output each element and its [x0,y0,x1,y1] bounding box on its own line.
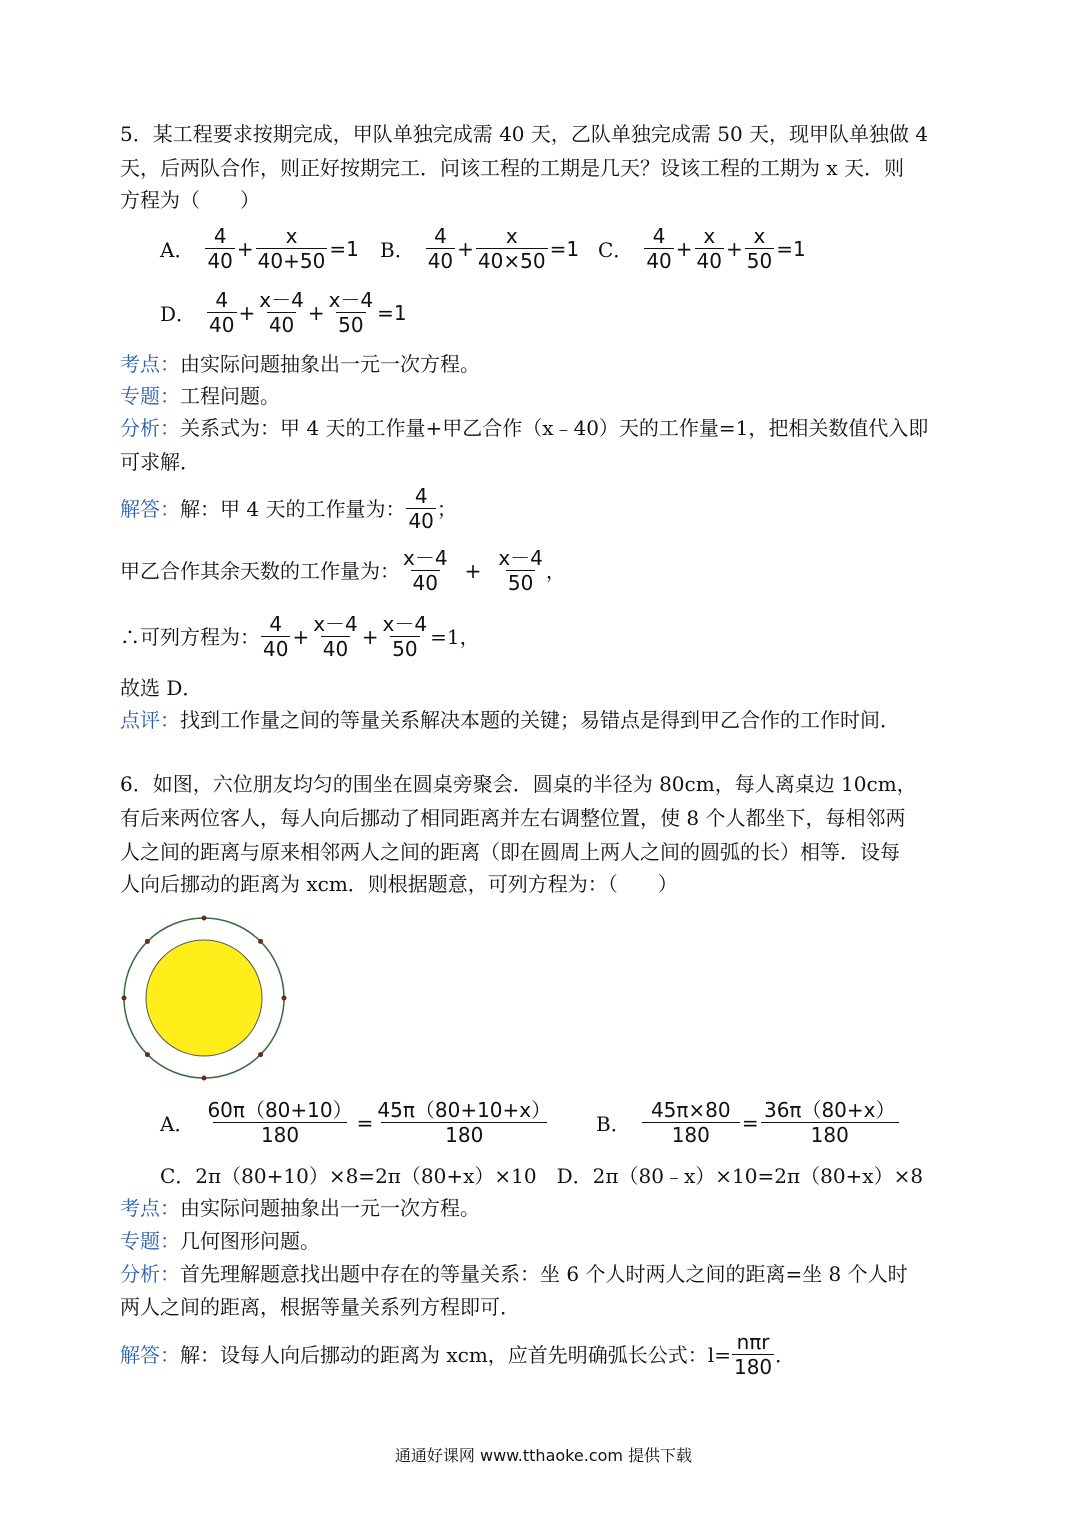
seat-dot [258,939,263,944]
q5-option-d[interactable]: D． $\frac{4}{40}$ + $\frac{x-4}{40}$ + $\frac{x-4}{50}$ =1 [160,288,407,337]
fraction: $\frac{\text{nπr}}{180}$ [733,1330,773,1379]
q5-option-b[interactable]: B． $\frac{4}{40}$ + $\frac{x}{40\times 50}$ =1 [380,224,580,273]
fraction: $\frac{x}{50}$ [746,224,773,273]
q6-fenxi: 分析：首先理解题意找出题中存在的等量关系：坐 6 个人时两人之间的距离=坐 8 个人时 [120,1262,908,1286]
q5-kaodian: 考点：由实际问题抽象出一元一次方程。 [120,352,480,376]
seat-dot [145,939,150,944]
q6-fenxi-2: 两人之间的距离，根据等量关系列方程即可． [120,1295,520,1319]
q5-jieda-1: 解答： 解：甲 4 天的工作量为： $\frac{4}{40}$ ； [120,484,457,533]
q5-fenxi: 分析：关系式为：甲 4 天的工作量+甲乙合作（x﹣40）天的工作量=1，把相关数值代入即 [120,416,929,440]
q6-option-b[interactable]: B． $\frac{45\pi\times 80}{180}$ = $\frac{36\pi(80+x)}{180}$ [596,1098,900,1147]
fraction: $\frac{4}{40}$ [209,288,235,337]
fraction: $\frac{x-4}{40}$ [403,546,448,595]
seat-dot [258,1052,263,1057]
q6-option-a[interactable]: A． $\frac{60\pi(80+10)}{180}$ = $\frac{45\pi(80+10+x)}{180}$ [160,1098,552,1147]
q5-option-c[interactable]: C． $\frac{4}{40}$ + $\frac{x}{40}$ + $\frac{x}{50}$ =1 [598,224,806,273]
table-circle [146,940,262,1056]
q5-line-3: 方程为（ ） [120,188,260,212]
seat-dot [202,916,207,921]
fraction: $\frac{4}{40}$ [263,612,289,661]
q6-jieda-1: 解答： 解：设每人向后挪动的距离为 xcm，应首先明确弧长公式：l= $\frac{\text{nπr}}{180}$ ． [120,1330,796,1379]
q6-kaodian: 考点：由实际问题抽象出一元一次方程。 [120,1196,480,1220]
fraction: $\frac{36\pi(80+x)}{180}$ [761,1098,899,1147]
q5-fenxi-2: 可求解． [120,450,200,474]
fraction: $\frac{x}{40+50}$ [257,224,326,273]
round-table-figure [118,912,290,1084]
seat-dot [122,996,127,1001]
q5-jieda-3: ∴可列方程为： $\frac{4}{40}$ + $\frac{x-4}{40}$ + $\frac{x-4}{50}$ =1， [120,612,480,661]
q5-jieda-2: 甲乙合作其余天数的工作量为： $\frac{x-4}{40}$ + $\frac{x-4}{50}$ ， [120,546,566,595]
q5-jieda-4: 故选 D． [120,676,203,700]
q6-line-2: 有后来两位客人，每人向后挪动了相同距离并左右调整位置，使 8 个人都坐下，每相邻两 [120,806,906,830]
fraction: $\frac{4}{40}$ [408,484,434,533]
q6-line-3: 人之间的距离与原来相邻两人之间的距离（即在圆周上两人之间的圆弧的长）相等．设每 [120,840,900,864]
fraction: $\frac{x-4}{40}$ [313,612,358,661]
fraction: $\frac{x-4}{50}$ [328,288,374,337]
page-footer: 通通好课网 www.tthaoke.com 提供下载 [394,1446,693,1465]
fraction: $\frac{x-4}{50}$ [498,546,543,595]
q5-zhuanti: 专题：工程问题。 [120,384,280,408]
fraction: $\frac{x}{40\times 50}$ [477,224,546,273]
fraction: $\frac{4}{40}$ [646,224,672,273]
fraction: $\frac{45\pi\times 80}{180}$ [642,1098,740,1147]
fraction: $\frac{x}{40}$ [696,224,722,273]
q6-line-4: 人向后挪动的距离为 xcm．则根据题意，可列方程为：（ ） [120,872,678,896]
q5-dianping: 点评：找到工作量之间的等量关系解决本题的关键；易错点是得到甲乙合作的工作时间． [120,708,900,732]
fraction: $\frac{60\pi(80+10)}{180}$ [207,1098,353,1147]
fraction: $\frac{45\pi(80+10+x)}{180}$ [377,1098,552,1147]
q5-line-1: 5．某工程要求按期完成，甲队单独完成需 40 天，乙队单独完成需 50 天，现甲队单独做 4 [120,122,929,146]
fraction: $\frac{x-4}{50}$ [382,612,428,661]
q5-line-2: 天，后两队合作，则正好按期完工．问该工程的工期是几天？设该工程的工期为 x 天．则 [120,156,904,180]
fraction: $\frac{x-4}{40}$ [259,288,304,337]
fraction: $\frac{4}{40}$ [207,224,233,273]
q5-option-a[interactable]: A． $\frac{4}{40}$ + $\frac{x}{40+50}$ =1 [160,224,359,273]
q6-zhuanti: 专题：几何图形问题。 [120,1229,320,1253]
q6-options-cd[interactable]: C．2π（80+10）×8=2π（80+x）×10 D．2π（80﹣x）×10=2π（80+x）×8 [160,1164,924,1188]
seat-dot [145,1052,150,1057]
fraction: $\frac{4}{40}$ [427,224,454,273]
q6-line-1: 6．如图，六位朋友均匀的围坐在圆桌旁聚会．圆桌的半径为 80cm，每人离桌边 10cm， [120,772,917,796]
seat-dot [282,996,287,1001]
seat-dot [202,1076,207,1081]
